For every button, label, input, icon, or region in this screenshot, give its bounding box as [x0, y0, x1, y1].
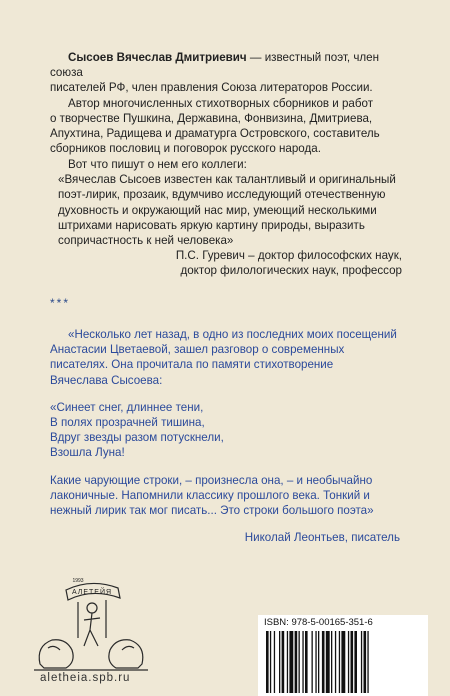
poem-line: «Синеет снег, длиннее тени, [50, 400, 204, 414]
isbn-text: ISBN: 978-5-00165-351-6 [264, 617, 373, 628]
publisher-site: aletheia.spb.ru [40, 672, 131, 684]
leontiev-after-line: лаконичные. Напомнили классику прошлого века. Тонкий и [50, 488, 370, 502]
barcode-stripe [326, 631, 330, 693]
barcode-stripe [318, 631, 319, 693]
barcode-stripe [305, 631, 308, 693]
barcode-stripe [289, 631, 293, 693]
bio-para2-line: Автор многочисленных стихотворных сборников и работ [68, 96, 374, 110]
quote-line: «Вячеслав Сысоев известен как талантливый и оригинальный [58, 173, 396, 187]
leontiev-intro-line: Анастасии Цветаевой, зашел разговор о современных [50, 343, 345, 357]
bio-line-1: Сысоев Вячеслав Дмитриевич — известный поэт, член союза [50, 51, 380, 80]
barcode-stripe [270, 631, 271, 693]
barcode [264, 631, 422, 693]
colleagues-review [50, 157, 410, 279]
separator: *** [50, 296, 71, 310]
barcode-stripe [282, 631, 285, 693]
barcode-stripe [341, 631, 345, 693]
barcode-stripe [279, 631, 280, 693]
barcode-stripe [322, 631, 325, 693]
barcode-stripe [299, 631, 300, 693]
barcode-stripe [302, 631, 303, 693]
barcode-stripe [287, 631, 288, 693]
leontiev-after-line: нежный лирик так мог писать... Это строки большого поэта» [50, 504, 374, 518]
colleagues-intro: Вот что пишут о нем его коллеги: [68, 158, 247, 171]
poem-line: Взошла Луна! [50, 446, 125, 460]
poem-line: Вдруг звезды разом потускнели, [50, 431, 224, 445]
quote-line: сопричастность к ней человека» [58, 234, 234, 248]
barcode-stripe [315, 631, 316, 693]
logo-text: АЛЕТЕЙЯ [71, 589, 113, 596]
barcode-stripe [351, 631, 354, 693]
leontiev-intro-line: «Несколько лет назад, в одно из последних моих посещений [68, 328, 397, 341]
bio-para2-line: Апухтина, Радищева и драматурга Островского, составитель [50, 127, 380, 141]
leontiev-intro-line: Вячеслава Сысоева: [50, 373, 163, 387]
barcode-stripe [295, 631, 298, 693]
bio-para2-line: о творчестве Пушкина, Державина, Фонвизина, Дмитриева, [50, 111, 373, 125]
publisher-logo [26, 568, 156, 680]
logo-year: 1993 [72, 578, 84, 584]
quote-line: поэт-лирик, прозаик, вдумчиво исследующий отечественную [58, 188, 386, 202]
signature-line: доктор филологических наук, профессор [180, 264, 402, 278]
barcode-stripe [354, 631, 357, 693]
barcode-stripe [335, 631, 336, 693]
barcode-stripe [312, 631, 313, 693]
signature-line: П.С. Гуревич – доктор философских наук, [175, 249, 402, 263]
barcode-stripe [331, 631, 332, 693]
leontiev-after-line: Какие чарующие строки, – произнесла она, – и необычайно [50, 473, 373, 487]
barcode-stripe [339, 631, 340, 693]
barcode-stripe [266, 631, 269, 693]
leontiev-review [50, 327, 410, 545]
author-name: Сысоев Вячеслав Дмитриевич [68, 51, 247, 64]
barcode-stripe [364, 631, 367, 693]
leontiev-intro-line: писателях. Она прочитала по памяти стихотворение [50, 358, 334, 372]
bio-para2-line: сборников пословиц и поговорок русского народа. [50, 142, 321, 156]
barcode-area [258, 615, 428, 696]
barcode-stripe [361, 631, 362, 693]
poem-line: В полях прозрачней тишина, [50, 416, 205, 430]
barcode-stripe [348, 631, 349, 693]
author-bio [50, 50, 410, 156]
quote-line: штрихами нарисовать яркую картину природы, выразить [58, 218, 365, 232]
bio-line-2: писателей РФ, член правления Союза литераторов России. [50, 81, 373, 95]
quote-line: духовность и окружающий нас мир, умеющий несколькими [58, 203, 377, 217]
barcode-stripe [274, 631, 275, 693]
leontiev-signature: Николай Леонтьев, писатель [244, 531, 400, 545]
barcode-stripe [367, 631, 368, 693]
